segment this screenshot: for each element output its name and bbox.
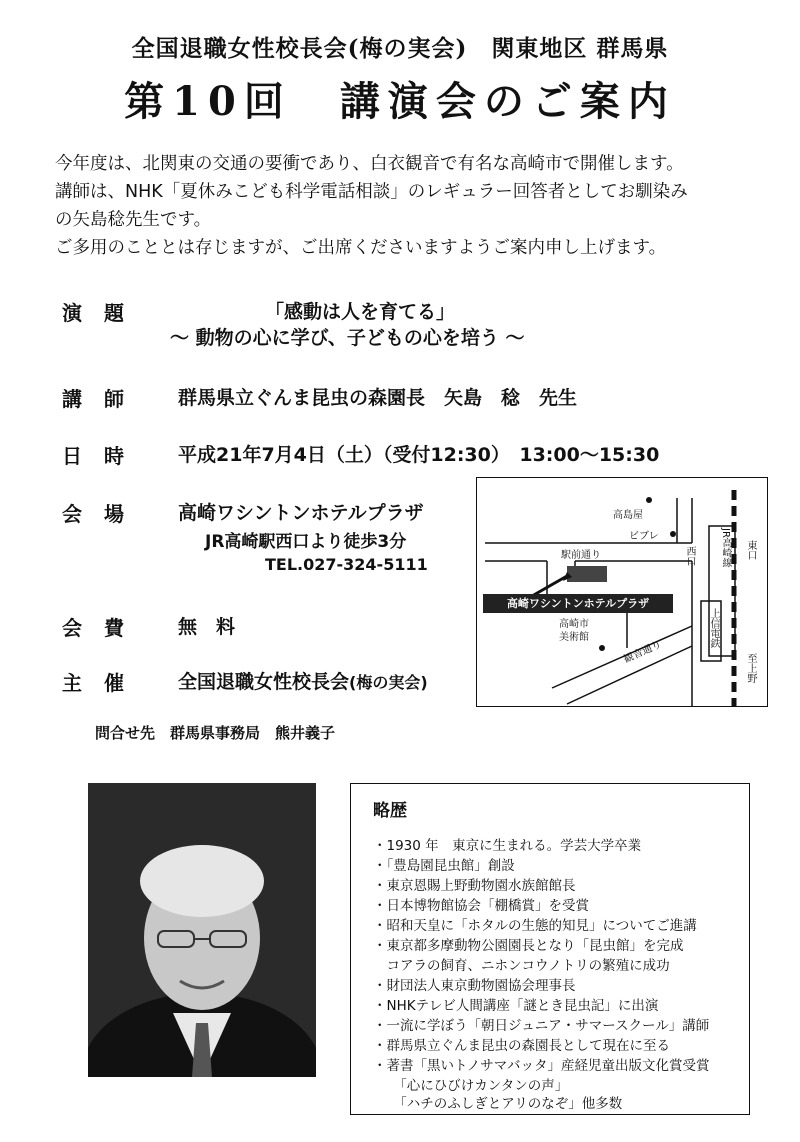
bio-item: ・著書「黒いトノサマバッタ」産経児童出版文化賞受賞 <box>373 1058 710 1074</box>
portrait-image <box>88 783 316 1077</box>
intro-line-2: 講師は、NHK「夏休みこども科学電話相談」のレギュラー回答者としてお馴染み <box>55 182 688 202</box>
intro-line-3: の矢島稔先生です。 <box>55 210 212 230</box>
speaker-name: 群馬県立ぐんま昆虫の森園長 矢島 稔 先生 <box>178 387 578 409</box>
bio-item: ・財団法人東京動物園協会理事長 <box>373 978 576 994</box>
bio-title: 略歴 <box>373 801 407 821</box>
host-sub: (梅の実会) <box>349 673 428 692</box>
biography-box <box>350 783 750 1115</box>
org-header: 全国退職女性校長会(梅の実会) 関東地区 群馬県 <box>131 35 669 62</box>
bio-item: ・東京都多摩動物公園園長となり「昆虫館」を完成 <box>373 938 684 954</box>
map-jr-line: JR高崎線 <box>720 528 731 568</box>
map-west-exit: 西口 <box>684 546 695 566</box>
bio-item: ・一流に学ぼう「朝日ジュニア・サマースクール」講師 <box>373 1018 710 1034</box>
map-east-exit: 東口 <box>745 540 756 560</box>
bio-item: ・昭和天皇に「ホタルの生態的知見」についてご進講 <box>373 918 697 934</box>
bio-item: ・「豊島園昆虫館」創設 <box>373 858 515 874</box>
host-label: 主催 <box>62 671 146 695</box>
speaker-photo <box>88 783 316 1077</box>
map-ueno: 至上野 <box>745 653 756 683</box>
host-main: 全国退職女性校長会 <box>178 671 350 693</box>
fee-value: 無 料 <box>178 616 236 638</box>
topic-main: 「感動は人を育てる」 <box>265 301 456 323</box>
bio-item: ・日本博物館協会「棚橋賞」を受賞 <box>373 898 589 914</box>
map-ekimae: 駅前通り <box>561 550 601 561</box>
venue-tel: TEL.027-324-5111 <box>265 555 428 574</box>
bio-item: ・1930 年 東京に生まれる。学芸大学卒業 <box>373 838 642 854</box>
date-label: 日時 <box>62 444 146 468</box>
bio-item: 「ハチのふしぎとアリのなぞ」他多数 <box>373 1096 623 1112</box>
map-hotel-label: 高崎ワシントンホテルプラザ <box>483 594 673 613</box>
bio-item: ・NHKテレビ人間講座「謎とき昆虫記」に出演 <box>373 998 659 1014</box>
map-joshin: 上信電鉄 <box>708 608 719 648</box>
hotel-marker <box>567 566 607 582</box>
venue-name: 高崎ワシントンホテルプラザ <box>178 502 424 524</box>
intro-line-1: 今年度は、北関東の交通の要衝であり、白衣観音で有名な高崎市で開催します。 <box>55 154 684 174</box>
page-title: 第10回 講演会のご案内 <box>124 78 676 125</box>
bio-item: 「心にひびけカンタンの声」 <box>373 1078 569 1094</box>
intro-line-4: ご多用のこととは存じますが、ご出席くださいますようご案内申し上げます。 <box>55 238 667 258</box>
topic-label: 演題 <box>62 301 146 325</box>
fee-label: 会費 <box>62 616 146 640</box>
event-datetime: 平成21年7月4日（土）（受付12:30） 13:00〜15:30 <box>178 444 660 466</box>
host-name <box>178 667 428 694</box>
speaker-label: 講師 <box>62 387 146 411</box>
bio-item: コアラの飼育、ニホンコウノトリの繁殖に成功 <box>373 958 670 974</box>
map-takashimaya: 高島屋 <box>613 510 643 521</box>
contact-info: 問合せ先 群馬県事務局 熊井義子 <box>95 724 336 742</box>
venue-access: JR高崎駅西口より徒歩3分 <box>205 532 407 552</box>
takashimaya-dot <box>646 497 652 503</box>
museum-dot <box>599 645 605 651</box>
map-museum: 高崎市 美術館 <box>559 619 589 643</box>
bio-item: ・群馬県立ぐんま昆虫の森園長として現在に至る <box>373 1038 670 1054</box>
access-map <box>476 477 768 707</box>
map-kannon: 観音通り <box>622 639 664 666</box>
venue-label: 会場 <box>62 502 146 526</box>
map-biburei: ビブレ <box>629 531 659 542</box>
topic-sub: 〜 動物の心に学び、子どもの心を培う 〜 <box>170 327 525 349</box>
biburei-dot <box>670 531 676 537</box>
bio-item: ・東京恩賜上野動物園水族館館長 <box>373 878 576 894</box>
